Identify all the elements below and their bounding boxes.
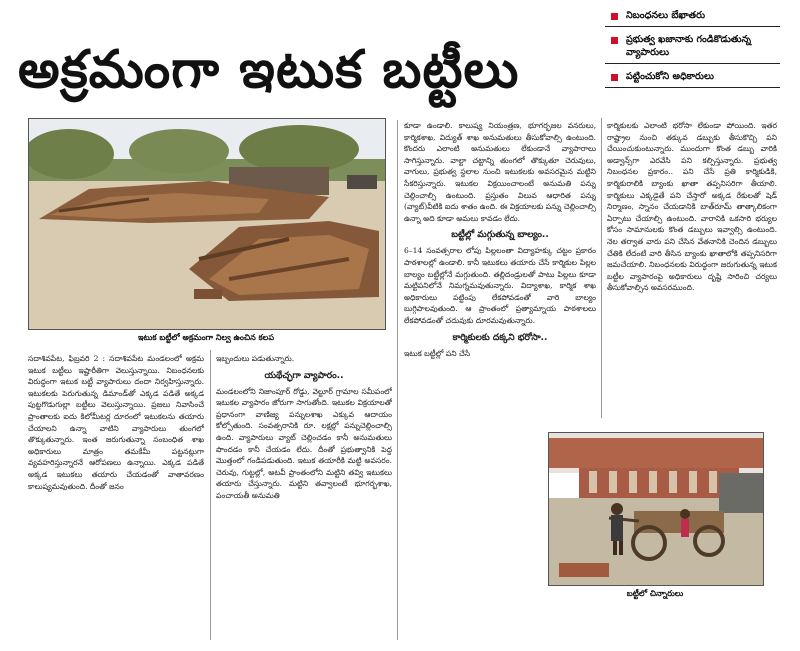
section-subhead: యథేచ్ఛగా వ్యాపారం.. bbox=[264, 370, 344, 381]
article-paragraph: 6–14 సంవత్సరాల లోపు పిల్లలంతా విద్యాహక్కు చట్టం ప్రకారం పాఠశాలల్లో ఉండాలి. కానీ ఇటుకలు తయారు చేసే కార్మికుల పిల్లల బాల్యం బట్టీల్లోనే మగ్గుతుంది. తల్లిదండ్రులతో పాటు పిల్లలు కూడా మట్టిపనిలోనే నిమగ్నమవుతున్నారు. విద్యాశాఖ, కార్మిక శాఖ అధికారులు పట్టింపు లేకపోవడంతో వారి బాల్యం బుగ్గిపాలవుతుంది. ఆ ప్రాంతంలో ప్రత్యామ్నాయ పాఠశాలలు లేకపోవడంతో చదువుకు దూరమవుతున్నారు. bbox=[404, 246, 596, 325]
timber-photo bbox=[28, 118, 386, 330]
timber-photo-caption: ఇటుక బట్టీలో అక్రమంగా నిల్వ ఉంచిన కలప bbox=[137, 333, 275, 342]
article-paragraph: సదాశివపేట, ఫిబ్రవరి 2 : సదాశివపేట మండలంలో అక్రమ ఇటుక బట్టీలు ఇష్టారీతిగా వెలుస్తున్నాయి. నిబంధనలకు విరుద్ధంగా ఇటుక బట్టీ వ్యాపారులు దందా నిర్వహిస్తున్నారు. ఇటుకలకు పెరుగుతున్న డిమాండ్‌తో ఎక్కడ పడితే అక్కడ పుట్టగొడుగుల్లా బట్టీలు వెలుస్తున్నాయి. ప్రజలు నివాసించే ప్రాంతాలకు ఐదు కిలోమీటర్ల దూరంలో ఇటుకలను తయారు చేయాలని ఉన్నా వాటిని వ్యాపారులు తుంగలో తొక్కుతున్నారు. ఇంత జరుగుతున్నా సంబంధిత శాఖ అధికారులు మాత్రం తమకేమీ పట్టనట్లుగా వ్యవహరిస్తున్నారనే ఆరోపణలు ఉన్నాయి. ఎక్కడ పడితే అక్కడ ఇటుకలు తయారు చేయడంతో వాతావరణం కాలుష్యమవుతుంది. దీంతో జనం bbox=[28, 354, 204, 491]
red-square-icon bbox=[611, 74, 618, 81]
article-paragraph: కూడా ఉండాలి. కాలుష్య నియంత్రణ, భూగర్భజల వనరులు, కార్మికశాఖ, విద్యుత్ శాఖ అనుమతులు తీసుకోవాల్సి ఉంటుంది. కొందరు ఎలాంటి అనుమతులు లేకుండానే వ్యాపారాలు సాగిస్తున్నారు. వాల్టా చట్టాన్ని తుంగలో తొక్కుతూ చెరువులు, వాగులు, ప్రభుత్వ స్థలాల నుంచి ఇటుకలకు అవసరమైన మట్టిని సేకరిస్తున్నారు. ఇటుకల విక్రయించాలంటే అనుమతి పన్ను చెల్లించాల్సి ఉంటుంది. ప్రస్తుతం విలువ ఆధారిత పన్ను (వ్యాట్)వీటికి ఐదు శాతం ఉంది. ఈ విక్రయాలకు పన్ను చెల్లించాల్సి ఉన్నా అది కూడా అమలు కావడం లేదు. bbox=[404, 121, 596, 223]
red-square-icon bbox=[611, 37, 618, 44]
section-subhead: కార్మికులకు దక్కని భరోసా.. bbox=[452, 332, 548, 343]
bullet-item bbox=[605, 30, 780, 64]
column-divider bbox=[601, 118, 602, 418]
bullet-list bbox=[605, 6, 780, 91]
column-divider bbox=[210, 350, 211, 640]
section-subhead: బట్టీల్లో మగ్గుతున్న బాల్యం.. bbox=[451, 230, 549, 241]
article-paragraph: ఇటుక బట్టీల్లో పని చేసే bbox=[404, 348, 471, 358]
article-paragraph: మండలంలోని నిజాంపూర్ రోడ్డు, వెల్టూర్ గ్రామాల సమీపంలో ఇటుకల వ్యాపారం జోరుగా సాగుతోంది. ఇటుకల విక్రయాలతో ప్రధానంగా వాణిజ్య పన్నులశాఖ ఎక్కువ ఆదాయం కోల్పోతుంది. సంవత్సరానికి రూ. లక్షల్లో పన్నుచెల్లించాల్సి ఉంది. వ్యాపారులు వ్యాట్ చెల్లించడం కానీ అనుమతులు పొందడం కానీ చేయడం లేదు. దీంతో ప్రభుత్వానికి పెద్ద మొత్తంలో గండిపడుతుంది. ఇటుక తయారీకి మట్టి అవసరం. చెరువు, గుట్టల్లో, అటవీ ప్రాంతంలోని మట్టిని తవ్వి ఇటుకలు తయారు చేస్తున్నారు. మట్టిని తవ్వాలంటే భూగర్భశాఖ, పంచాయతీ అనుమతి bbox=[216, 386, 392, 500]
article-column-4 bbox=[607, 120, 777, 418]
column-divider bbox=[397, 120, 398, 640]
bullet-item bbox=[605, 67, 780, 88]
article-paragraph: ఇబ్బందులు పడుతున్నారు. bbox=[216, 354, 295, 363]
children-photo-caption: బట్టీలో చిన్నారులు bbox=[626, 589, 684, 598]
article-column-1 bbox=[28, 353, 204, 641]
bullet-text: నిబంధనలు బేఖాతరు bbox=[626, 10, 705, 21]
bullet-text: ప్రభుత్వ ఖజానాకు గండికొడుతున్న వ్యాపారులు bbox=[626, 34, 752, 58]
article-paragraph: కార్మికులకు ఎలాంటి భరోసా లేకుండా పోయింది. ఇతర రాష్ట్రాల నుంచి తక్కువ డబ్బుకు తీసుకొచ్చి పని చేయించుకుంటున్నారు. ముందుగా కొంత డబ్బు వారికి అడ్వాన్స్‌గా ఎరవేసి పని కల్పిస్తున్నారు. ప్రభుత్వ నిబంధనల ప్రకారం.. పని చేసే ప్రతి కార్మికుడికి, కార్మికురాలికి బ్యాంకు ఖాతా తప్పనిసరిగా తీయాలి. కార్మికులు ఎక్కడైతే పని చేస్తారో అక్కడ రేకులతో షెడ్ నిర్మాణం, స్నానం చేయడానికి బాత్‌రూమ్ తాత్కాలికంగా ఏర్పాటు చేయాల్సి ఉంటుంది. వారానికి ఒకసారి భర్యుల కోసం సామానులకు కొంత డబ్బులు ఇవ్వాల్సి ఉంటుంది. నెల తర్వాత వారు పని చేసిన వేతనానికి చెందిన డబ్బులు చేతికి లేదంటే వారి తీసిన బ్యాంకు ఖాతాలోకి తప్పనిసరిగా జమచేయాలి. నిబంధనలకు విరుద్ధంగా జరుగుతున్న ఇటుక బట్టీల వ్యాపారంపై అధికారులు దృష్టి సారించి చర్యలు తీసుకోవాల్సిన అవసరముంది. bbox=[607, 121, 777, 293]
children-photo bbox=[548, 432, 764, 586]
headline: అక్రమంగా ఇటుక బట్టీలు bbox=[18, 40, 520, 100]
red-square-icon bbox=[611, 13, 618, 20]
bullet-item bbox=[605, 6, 780, 27]
bullet-text: పట్టించుకోని అధికారులు bbox=[626, 71, 714, 82]
article-column-2 bbox=[216, 353, 392, 641]
